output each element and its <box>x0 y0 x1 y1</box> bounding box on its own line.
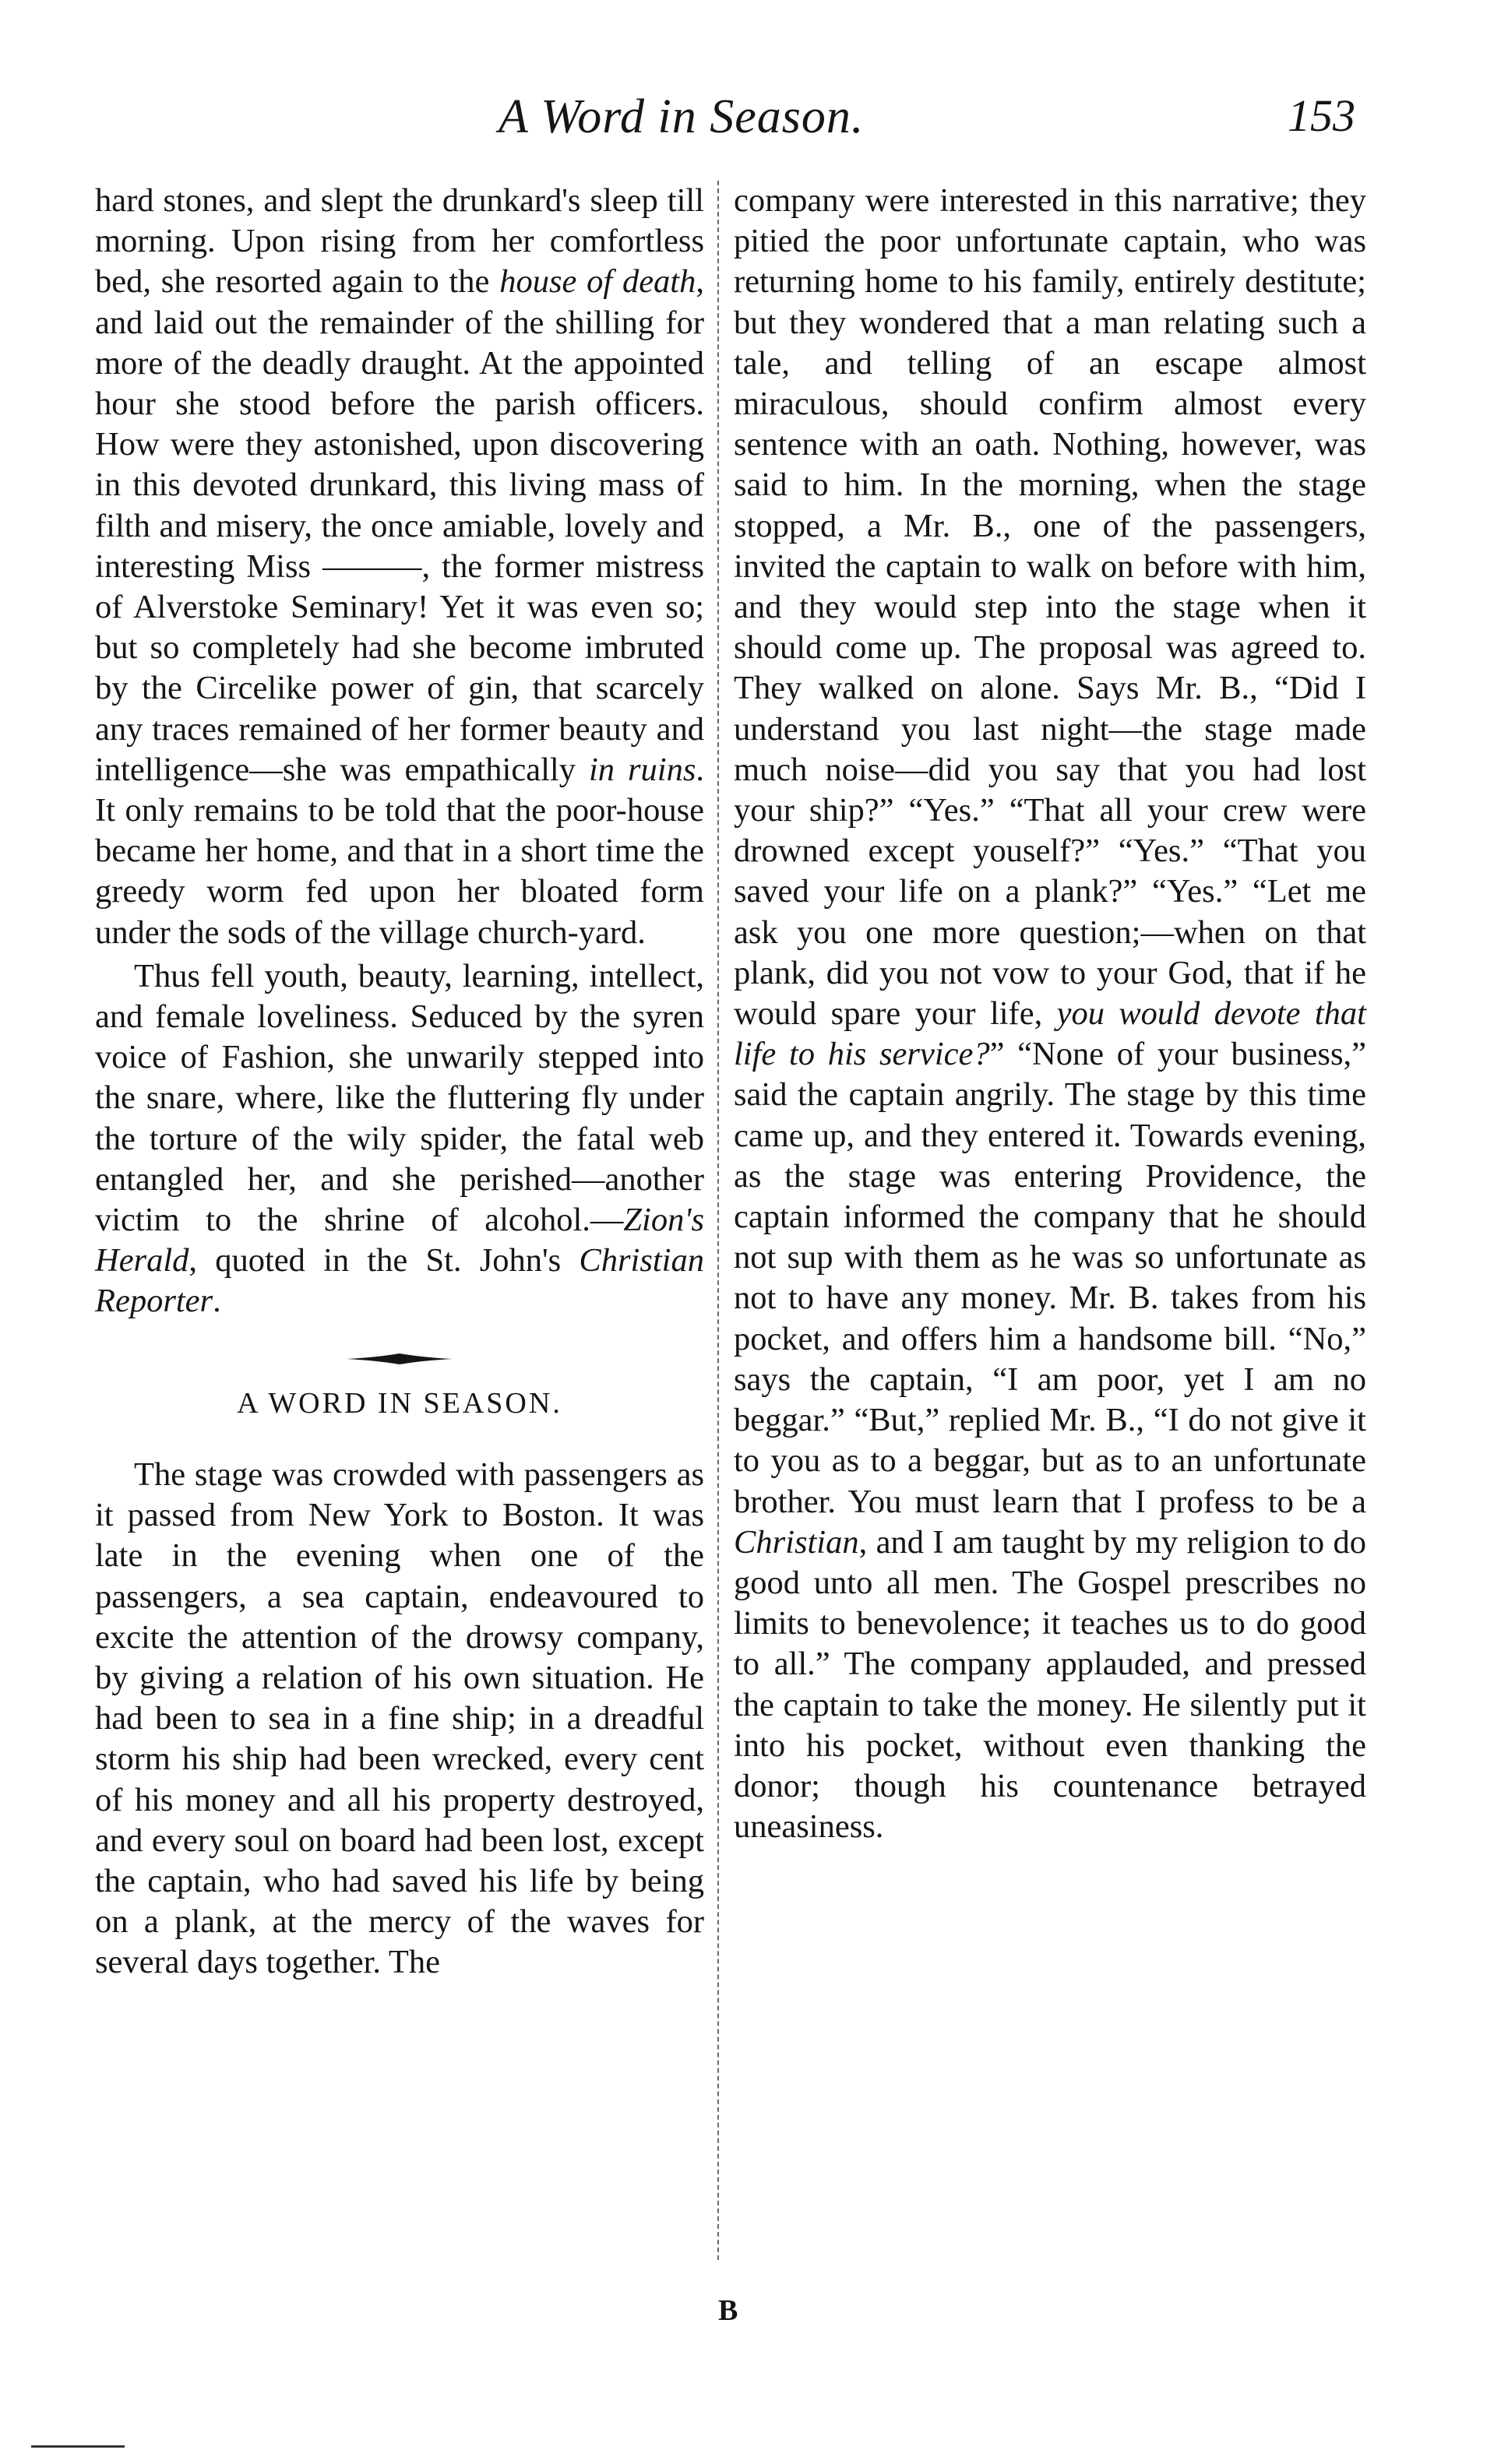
section-heading: A WORD IN SEASON. <box>237 1386 562 1420</box>
paragraph: Thus fell youth, beauty, learning, intellect, and female loveliness. Seduced by the syren voice of Fashion, she unwarily stepped into the snare, where, like the fluttering fly under the torture of the wily spider, the fatal web entangled her, and she perished—another victim to the shrine of alcohol.—Zion's Herald, quoted in the St. John's Christian Reporter. <box>95 957 704 1320</box>
right-column <box>734 181 1366 1847</box>
running-title: A Word in Season. <box>499 90 865 143</box>
source-title: Christian Reporter <box>95 1242 704 1320</box>
paragraph: hard stones, and slept the drunkard's sleep till morning. Upon rising from her comfortless bed, she resorted again to the house of death, and laid out the remainder of the shilling for more of the deadly draught. At the appointed hour she stood before the parish officers. How were they astonished, upon discovering in this devoted drunkard, this living mass of filth and misery, the once amiable, lovely and interesting Miss ———, the former mistress of Alverstoke Seminary! Yet it was even so; but so completely had she become imbruted by the Circelike power of gin, that scarcely any traces remained of her former beauty and intelligence—she was empathically in ruins. It only remains to be told that the poor-house became her home, and that in a short time the greedy worm fed upon her bloated form under the sods of the village church-yard. <box>95 182 704 951</box>
paragraph: company were interested in this narrative; they pitied the poor unfortunate captain, who was returning home to his family, entirely destitute; but they wondered that a man relating such a tale, and telling of an escape almost miraculous, should confirm almost every sentence with an oath. Nothing, however, was said to him. In the morning, when the stage stopped, a Mr. B., one of the passengers, invited the captain to walk on before with him, and they would step into the stage when it should come up. The proposal was agreed to. They walked on alone. Says Mr. B., “Did I understand you last night—the stage made much noise—did you say that you had lost your ship?” “Yes.” “That all your crew were drowned except youself?” “Yes.” “That you saved your life on a plank?” “Yes.” “Let me ask you one more question;—when on that plank, did you not vow to your God, that if he would spare your life, you would devote that life to his service?” “None of your business,” said the captain angrily. The stage by this time came up, and they entered it. Towards evening, as the stage was entering Providence, the captain informed the company that he should not sup with them as he was so unfortunate as not to have any money. Mr. B. takes from his pocket, and offers him a handsome bill. “No,” says the captain, “I am poor, yet I am no beggar.” “But,” replied Mr. B., “I do not give it to you as to a beggar, but as to an unfortunate brother. You must learn that I profess to be a Christian, and I am taught by my religion to do good unto all men. The Gospel prescribes no limits to benevolence; it teaches us to do good to all.” The company applauded, and pressed the captain to take the money. He silently put it into his pocket, without even thanking the donor; though his countenance betrayed uneasiness. <box>734 182 1366 1846</box>
left-column <box>95 181 704 1984</box>
page-number: 153 <box>1288 90 1355 141</box>
italic-phrase: Christian <box>734 1523 859 1561</box>
source-title: Zion's Herald <box>95 1202 704 1280</box>
italic-phrase: in ruins <box>588 751 696 788</box>
italic-phrase: house of death <box>499 263 696 301</box>
paragraph: The stage was crowded with passengers as it passed from New York to Boston. It was late in the evening when one of the passengers, a sea captain, endeavoured to excite the attention of the drowsy company, by giving a relation of his own situation. He had been to sea in a fine ship; in a dreadful storm his ship had been wrecked, every cent of his money and all his property destroyed, and every soul on board had been lost, except the captain, who had saved his life by being on a plank, at the mercy of the waves for several days together. The <box>95 1456 704 1981</box>
italic-phrase: you would devote that life to his service? <box>734 995 1366 1073</box>
signature-mark: B <box>718 2294 738 2327</box>
column-divider <box>717 181 719 2260</box>
section-divider-ornament <box>345 1350 454 1368</box>
margin-rule <box>31 2445 125 2448</box>
